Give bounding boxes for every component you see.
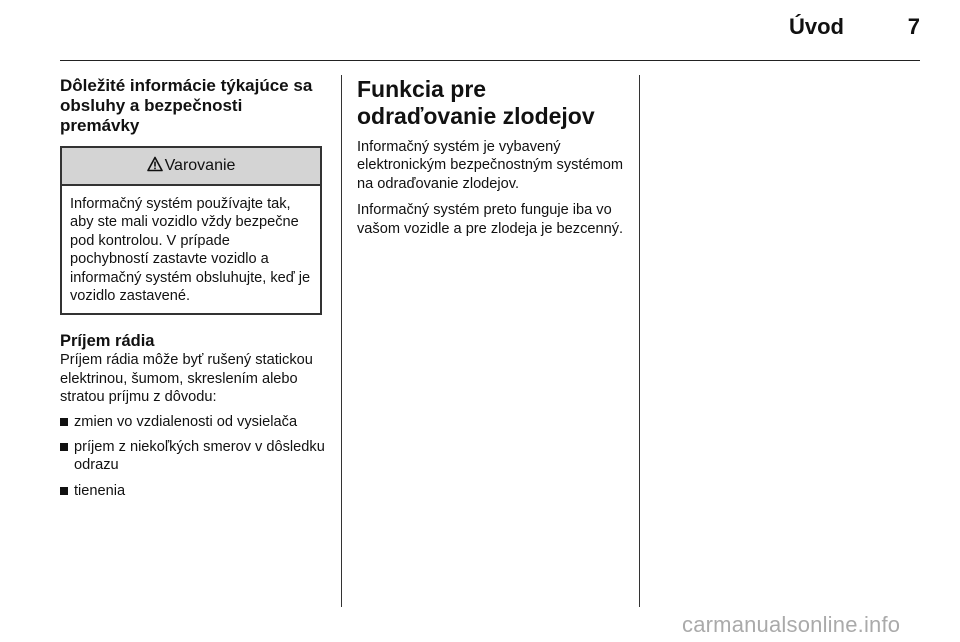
- antitheft-heading: Funkcia pre odraďovanie zlodejov: [357, 76, 595, 129]
- antitheft-paragraph: Informačný systém preto funguje iba vo vašom vozidle a pre zlodeja je bezcenný.: [357, 202, 624, 237]
- column-divider-right: [639, 75, 640, 607]
- warning-title: Varovanie: [164, 157, 236, 174]
- left-column: [60, 76, 325, 507]
- list-item-text: tienenia: [74, 482, 126, 499]
- warning-triangle-icon: [147, 156, 163, 177]
- bullet-icon: [60, 418, 68, 426]
- radio-bullet-list: [60, 413, 325, 501]
- warning-text: Informačný systém používajte tak, aby ste mali vozidlo vždy bezpečne pod kontrolou. V prípade pochybností zastavte vozidlo a informačný systém obsluhujte, keď je vozidlo zastavené.: [70, 196, 311, 305]
- list-item: [60, 482, 325, 500]
- radio-section: [60, 331, 325, 500]
- header-chapter-title: Úvod: [789, 14, 844, 39]
- list-item: [60, 438, 325, 475]
- watermark: carmanualsonline.info: [682, 612, 901, 637]
- middle-column: [357, 76, 625, 238]
- page-number: 7: [907, 14, 920, 39]
- bullet-icon: [60, 487, 68, 495]
- warning-box: [60, 146, 322, 315]
- list-item-text: príjem z niekoľkých smerov v dôsledku odrazu: [74, 439, 325, 474]
- column-divider-left: [341, 75, 342, 607]
- warning-header: [62, 148, 320, 186]
- safety-heading: Dôležité informácie týkajúce sa obsluhy a bezpečnosti premávky: [60, 76, 313, 135]
- list-item-text: zmien vo vzdialenosti od vysielača: [74, 413, 298, 430]
- list-item: [60, 413, 325, 431]
- radio-heading: Príjem rádia: [60, 332, 155, 351]
- header-divider: [60, 60, 920, 61]
- bullet-icon: [60, 443, 68, 451]
- antitheft-paragraph: Informačný systém je vybavený elektronickým bezpečnostným systémom na odraďovanie zlodejov.: [357, 139, 624, 192]
- radio-intro: Príjem rádia môže byť rušený statickou elektrinou, šumom, skreslením alebo stratou príjmu z dôvodu:: [60, 352, 313, 406]
